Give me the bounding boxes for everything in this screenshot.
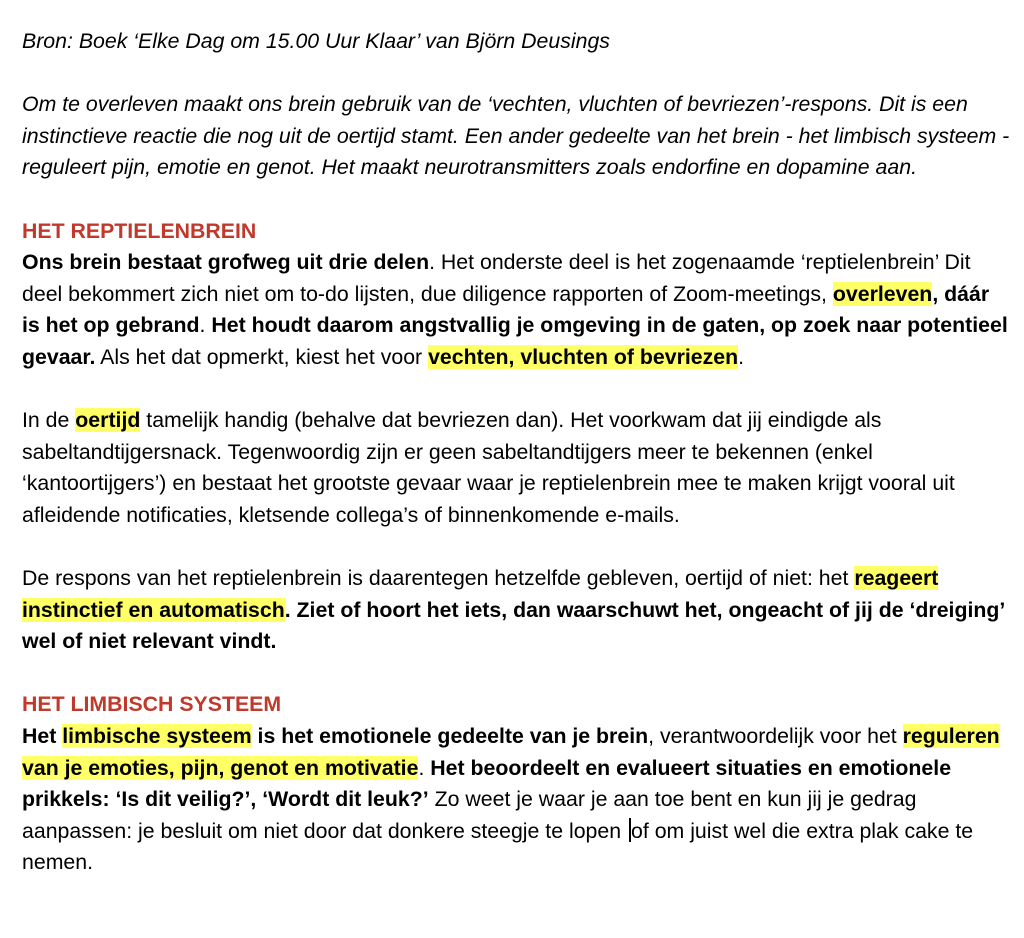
body-text: tamelijk handig (behalve dat bevriezen dan). Het voorkwam dat jij eindigde als sabeltandtijgersnack. Tegenwoordig zijn er geen sabeltandtijgers meer te bekennen (enkel ‘kantoortijgers’) en bestaat het grootste gevaar waar je reptielenbrein mee te maken krijgt vooral uit afleidende notificaties, kletsende collega’s of binnenkomende e-mails. <box>22 408 955 527</box>
body-text: Als het dat opmerkt, kiest het voor <box>95 344 429 369</box>
limbisch-paragraph-1 <box>22 721 1012 879</box>
highlighted-text: reageert instinctief en automatisch <box>22 566 939 622</box>
reptielenbrein-paragraph-3 <box>22 563 1012 658</box>
reptielenbrein-paragraph-1 <box>22 247 1012 373</box>
bold-text: Het <box>22 724 63 749</box>
body-text: . <box>738 344 745 369</box>
bold-text: . Ziet of hoort het iets, dan waarschuwt het, ongeacht of jij de ‘dreiging’ wel of niet relevant vindt. <box>22 597 1005 654</box>
body-text: In de <box>22 408 76 433</box>
section-heading-limbisch-systeem: HET LIMBISCH SYSTEEM <box>22 692 282 717</box>
body-text: De respons van het reptielenbrein is daarentegen hetzelfde gebleven, oertijd of niet: het <box>22 566 855 591</box>
paragraph-gap <box>22 374 1012 406</box>
body-text: Zo weet je waar je aan toe bent en kun jij je gedrag aanpassen: je besluit om niet door dat donkere steegje te lopen <box>22 787 917 843</box>
bold-text: , dáár is het op gebrand <box>22 281 990 338</box>
bold-text: Het houdt daarom angstvallig je omgeving in de gaten, op zoek naar potentieel gevaar. <box>22 313 1008 369</box>
body-text: of om juist wel die extra plak cake te nemen. <box>22 818 974 875</box>
highlighted-text: overleven <box>832 281 933 306</box>
bold-text: is het emotionele gedeelte van je brein <box>251 724 649 749</box>
body-text: . Het onderste deel is het zogenaamde ‘reptielenbrein’ Dit deel bekommert zich niet om to-do lijsten, due diligence rapporten of Zoom-meetings, <box>22 250 971 306</box>
body-text: , verantwoordelijk voor het <box>648 724 903 749</box>
document-body[interactable] <box>22 26 1012 879</box>
highlighted-text: vechten, vluchten of bevriezen <box>428 344 739 369</box>
source-line: Bron: Boek ‘Elke Dag om 15.00 Uur Klaar’ van Björn Deusings <box>22 29 610 53</box>
bold-text: Ons brein bestaat grofweg uit drie delen <box>22 250 430 275</box>
highlighted-text: limbische systeem <box>62 724 252 749</box>
body-text: . <box>418 755 431 780</box>
paragraph-gap <box>22 532 1012 564</box>
paragraph-gap <box>22 184 1012 216</box>
bold-text: Het beoordeelt en evalueert situaties en emotionele prikkels: ‘Is dit veilig?’, ‘Wordt dit leuk?’ <box>22 755 952 812</box>
reptielenbrein-paragraph-2 <box>22 405 1012 531</box>
intro-paragraph: Om te overleven maakt ons brein gebruik van de ‘vechten, vluchten of bevriezen’-respons. Dit is een instinctieve reactie die nog uit de oertijd stamt. Een ander gedeelte van het brein - het limbisch systeem - reguleert pijn, emotie en genot. Het maakt neurotransmitters zoals endorfine en dopamine aan. <box>22 92 1010 180</box>
body-text: . <box>199 313 212 338</box>
section-heading-reptielenbrein: HET REPTIELENBREIN <box>22 218 257 243</box>
highlighted-text: reguleren van je emoties, pijn, genot en motivatie <box>22 724 1000 780</box>
paragraph-gap <box>22 658 1012 690</box>
highlighted-text: oertijd <box>75 408 141 433</box>
paragraph-gap <box>22 58 1012 90</box>
